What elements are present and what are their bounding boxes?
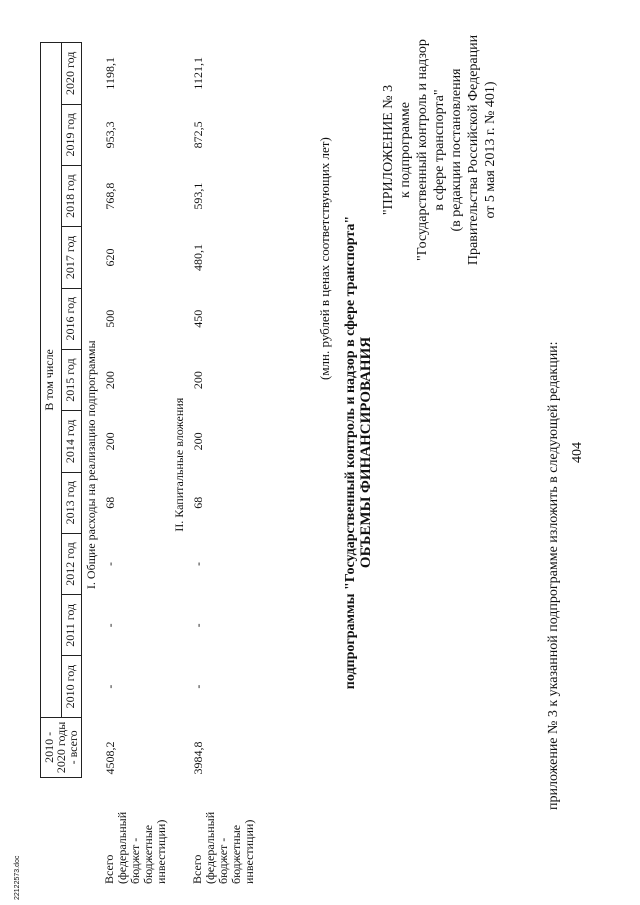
year-header: 2010 год xyxy=(61,656,82,717)
value-cell: 768,8 xyxy=(103,182,117,210)
units-note: (млн. рублей в ценах соответствующих лет) xyxy=(317,137,332,380)
financing-table xyxy=(40,42,258,887)
value-cell: 200 xyxy=(191,371,205,390)
appendix-line: к подпрограмме xyxy=(398,102,413,198)
appendix-line: "Государственный контроль и надзор xyxy=(415,39,430,261)
value-cell: 200 xyxy=(103,371,117,390)
appendix-line: Правительства Российской Федерации xyxy=(466,34,481,266)
year-header: 2016 год xyxy=(61,288,82,349)
year-header: 2012 год xyxy=(61,533,82,594)
year-header: 2019 год xyxy=(61,104,82,165)
value-cell: 480,1 xyxy=(191,243,205,271)
value-cell: - xyxy=(191,684,205,689)
table-row xyxy=(101,43,170,888)
document-title: ОБЪЕМЫ ФИНАНСИРОВАНИЯ xyxy=(358,336,374,569)
value-cell: - xyxy=(103,562,117,566)
value-cell: 1198,1 xyxy=(103,57,117,90)
year-header: 2020 год xyxy=(61,43,82,105)
value-cell: - xyxy=(191,623,205,628)
label-header-cell xyxy=(41,778,82,888)
value-cell: 500 xyxy=(103,309,117,328)
total-cell: 3984,8 xyxy=(191,741,205,775)
document-id: 22122573.doc xyxy=(14,855,21,900)
section-title: II. Капитальные вложения xyxy=(172,397,186,532)
year-header: 2015 год xyxy=(61,349,82,410)
value-cell: 1121,1 xyxy=(191,57,205,90)
section-row xyxy=(170,43,189,888)
section-row xyxy=(82,43,102,888)
year-header: 2014 год xyxy=(61,411,82,472)
value-cell: - xyxy=(103,623,117,628)
value-cell: 620 xyxy=(103,248,117,267)
page-number: 404 xyxy=(570,442,585,463)
value-cell: 68 xyxy=(191,496,205,509)
section-title: I. Общие расходы на реализацию подпрограммы xyxy=(84,340,98,590)
value-cell: - xyxy=(191,562,205,566)
value-cell: 872,5 xyxy=(191,121,205,149)
year-header: 2018 год xyxy=(61,165,82,226)
value-cell: 200 xyxy=(103,432,117,451)
value-cell: 450 xyxy=(191,309,205,328)
row-label: Всего (федеральный бюджет - бюджетные инвестиции) xyxy=(190,811,256,884)
intro-text: приложение № 3 к указанной подпрограмме изложить в следующей редакции: xyxy=(546,341,561,810)
table-body xyxy=(82,43,259,888)
document-subtitle: подпрограммы "Государственный контроль и надзор в сфере транспорта" xyxy=(343,215,358,690)
appendix-header xyxy=(380,5,499,295)
value-cell: - xyxy=(103,684,117,689)
value-cell: 68 xyxy=(103,496,117,509)
appendix-line: в сфере транспорта" xyxy=(432,89,447,211)
year-header: 2013 год xyxy=(61,472,82,533)
value-cell: 593,1 xyxy=(191,182,205,210)
appendix-line: "ПРИЛОЖЕНИЕ № 3 xyxy=(381,84,396,216)
total-cell: 4508,2 xyxy=(103,741,117,775)
table-row xyxy=(189,43,258,888)
appendix-line: (в редакции постановления xyxy=(449,68,464,232)
total-header: 2010 - 2020 годы - всего xyxy=(41,717,82,777)
row-label: Всего (федеральный бюджет - бюджетные инвестиции) xyxy=(102,811,168,884)
appendix-line: от 5 мая 2013 г. № 401) xyxy=(483,81,498,219)
including-header: В том числе xyxy=(41,43,62,718)
year-header: 2017 год xyxy=(61,227,82,288)
value-cell: 953,3 xyxy=(103,121,117,149)
value-cell: 200 xyxy=(191,432,205,451)
year-header: 2011 год xyxy=(61,595,82,656)
